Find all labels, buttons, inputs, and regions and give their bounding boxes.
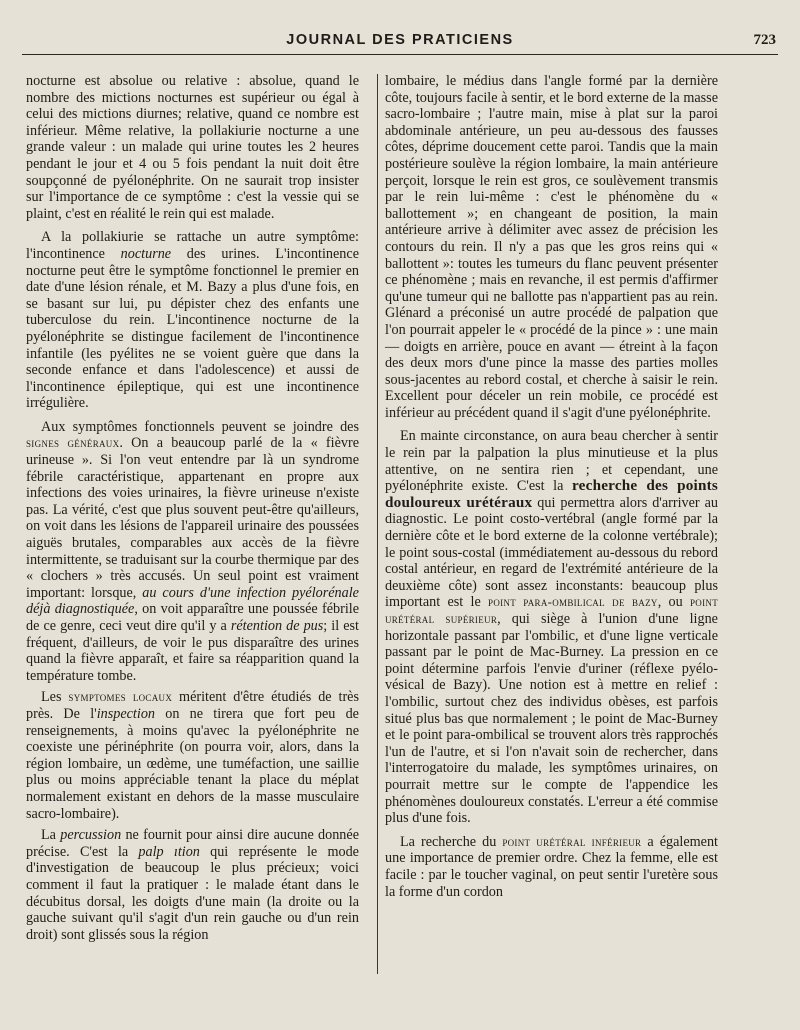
text-run: A la pollakiurie se rattache un autre symptôme: l'incontinence <box>26 229 359 262</box>
paragraph-palpation: lombaire, le médius dans l'angle formé par la dernière côte, toujours facile à sentir, et le bord externe de la masse sacro-lombaire ; l'autre main, mise à plat sur la paroi abdominale antérieure, un peu au-dessous des fausses côtes, déprime doucement cette paroi. Tandis que la main postérieure soulève la région lombaire, la main antérieure perçoit, lorsque le rein est gros, ce soulèvement transmis par le rein lui-même : c'est le phénomène du « ballottement »; en changeant de position, la main antérieure arrive à délimiter avec assez de précision les contours du rein. Il n'y a pas que les gros reins qui « ballottent »: toutes les tumeurs du flanc peuvent présenter ce phénomène ; mais en revanche, il est permis d'affirmer qu'une tumeur qui ne ballotte pas n'appartient pas au rein. Glénard a préconisé un autre procédé de palpation que l'on pourrait appeler le « procédé de la pince » : une main — doigts en arrière, pouce en avant — étreint à la façon des deux mors d'une pince la masse des parties molles sous-jacentes au rebord costal, et cherche à saisir le rein. Excellent pour déceler un rein mobile, ce procédé est inférieur au précédent quand il s'agit d'une pyélonéphrite. <box>385 73 718 421</box>
italic-term: inspection <box>96 705 156 722</box>
text-run: , ou <box>657 594 690 611</box>
text-run: La <box>41 827 61 844</box>
small-caps-term: symptomes locaux <box>68 690 173 705</box>
text-run: La recherche du <box>400 833 503 850</box>
text-run: ne fournit pour ainsi dire aucune donnée précise. C'est la <box>26 827 359 860</box>
italic-phrase: rétention de pus <box>230 618 324 634</box>
text-run: qui permettra alors d'arriver au diagnostic. Le point costo-vertébral (angle formé par la dernière côte et le bord externe de la colonne vertébrale); le point sous-costal (immédiatement au-dessous du rebord costal antérieur, en regard de l'extrémité antérieure de la deuxième côte) sont assez inconstants: beaucoup plus important est le <box>385 494 718 611</box>
italic-term: palp ıtion <box>138 843 200 860</box>
text-run: on ne tirera que fort peu de renseignements, à moins qu'avec la pyélonéphrite ne coexiste une périnéphrite (on pourra voir, alors, dans la région lombaire, un œdème, une tuméfaction, une saillie plus ou moins appréciable tenant la place du méplat normalement existant en dehors de la masse musculaire sacro-lombaire). <box>26 705 359 822</box>
italic-term: percussion <box>60 827 122 844</box>
italic-phrase: au cours d'une infection pyélorénale déjà diagnostiquée <box>26 584 359 618</box>
text-run: méritent d'être étudiés de très près. De l' <box>26 689 359 722</box>
paragraph-symptomes-locaux <box>26 689 359 822</box>
right-column <box>385 73 718 900</box>
paragraph-point-inferieur <box>385 834 718 900</box>
page-number: 723 <box>753 32 776 48</box>
left-column <box>26 73 359 943</box>
paragraph-pollakiurie: nocturne est absolue ou relative : absolue, quand le nombre des mictions nocturnes est supérieur ou égal à celui des mictions diurnes; relative, quand ce nombre est inférieur. Même relative, la pollakiurie nocturne a une grande valeur : un malade qui urine toutes les 2 heures pendant le jour et 4 ou 5 fois pendant la nuit doit être soupçonné de pyélonéphrite. On ne saurait trop insister sur l'importance de ce symptôme : c'est la vessie qui se plaint, c'est en réalité le rein qui est malade. <box>26 73 359 222</box>
column-divider <box>377 74 378 974</box>
text-run: , on voit apparaître une poussée fébrile de ce genre, ceci veut dire qu'il y a <box>26 601 360 634</box>
running-head: JOURNAL DES PRATICIENS <box>286 32 514 48</box>
text-run: des urines. L'incontinence nocturne peut être le symptôme fonctionnel le premier en date d'une lésion rénale, et M. Bazy a plus d'une fois, en se basant sur lui, pu dépister chez des enfants une tuberculose du rein. L'incontinence nocturne de la pyélonéphrite se distingue facilement de l'incontinence infantile (les pyélites ne se voient guère que dans la seconde enfance et dans l'adolescence) et aussi de l'incontinence épileptique, qui est une incontinence irrégulière. <box>26 245 359 412</box>
italic-term: nocturne <box>120 245 172 262</box>
text-run: . On a beaucoup parlé de la « fièvre urineuse ». Si l'on veut entendre par là un syndrome fébrile caractéristique, appartenant en propre aux infections des voies urinaires, la fièvre urineuse n'existe pas. La vérité, c'est que plus souvent peut-être qu'ailleurs, on voit dans les lésions de l'appareil urinaire des poussées aiguës brutales, comparables aux accès de la fièvre intermittente, se traduisant sur la courbe thermique par des « clochers » très accusés. Un seul point est vraiment important: lorsque, <box>26 435 359 601</box>
small-caps-term: signes généraux <box>26 436 120 451</box>
text-run: Les <box>41 689 69 706</box>
paragraph-points-douloureux <box>385 428 718 826</box>
text-run: En mainte circonstance, on aura beau chercher à sentir le rein par la palpation la plus minutieuse et la plus attentive, on ne sentira rien ; et cependant, une pyélonéphrite existe. C'est la <box>385 428 718 495</box>
text-run: qui représente le mode d'investigation de beaucoup le plus précieux; voici comment il faut la pratiquer : le malade étant dans le décubitus dorsal, les doigts d'une main (la droite ou la gauche suivant qu'il s'agit d'un rein gauche ou d'un rein droit) sont glissés sous la région <box>26 843 359 943</box>
small-caps-term: point urétéral inférieur <box>502 834 642 849</box>
bold-heading-phrase: recherche des points douloureux urétéraux <box>385 477 718 511</box>
small-caps-term: point urétéral supérieur <box>385 595 718 626</box>
page-header <box>22 30 778 55</box>
paragraph-percussion <box>26 827 359 943</box>
paragraph-incontinence <box>26 229 359 412</box>
text-run: , qui siège à l'union d'une ligne horizontale passant par l'ombilic, et d'une ligne verticale passant par le point de Mac-Burney. La pression en ce point détermine parfois l'envie d'uriner (réflexe pyélo-vésical de Bazy). Une notion est à mettre en relief : l'ombilic, surtout chez des individus obèses, est parfois situé plus bas que normalement ; le point de Mac-Burney et le point para-ombilical se trouvent alors très rapprochés l'un de l'autre, et si l'on n'avait soin de rechercher, dans l'interrogatoire du malade, les symptômes urinaires, on pourrait mettre sur le compte de l'appendice les phénomènes douloureux constatés. L'erreur a été commise plus d'une fois. <box>385 611 718 827</box>
text-run: ; il est fréquent, d'ailleurs, de voir le pus disparaître des urines quand la fièvre apparaît, et faire sa réapparition quand la température tombe. <box>26 618 359 684</box>
text-run: Aux symptômes fonctionnels peuvent se joindre des <box>41 418 359 435</box>
text-run: a également une importance de premier ordre. Chez la femme, elle est facile : par le toucher vaginal, on peut sentir l'uretère sous la forme d'un cordon <box>385 833 719 900</box>
paragraph-signes-generaux <box>26 419 359 685</box>
small-caps-term: point para-ombilical de bazy <box>488 595 658 610</box>
